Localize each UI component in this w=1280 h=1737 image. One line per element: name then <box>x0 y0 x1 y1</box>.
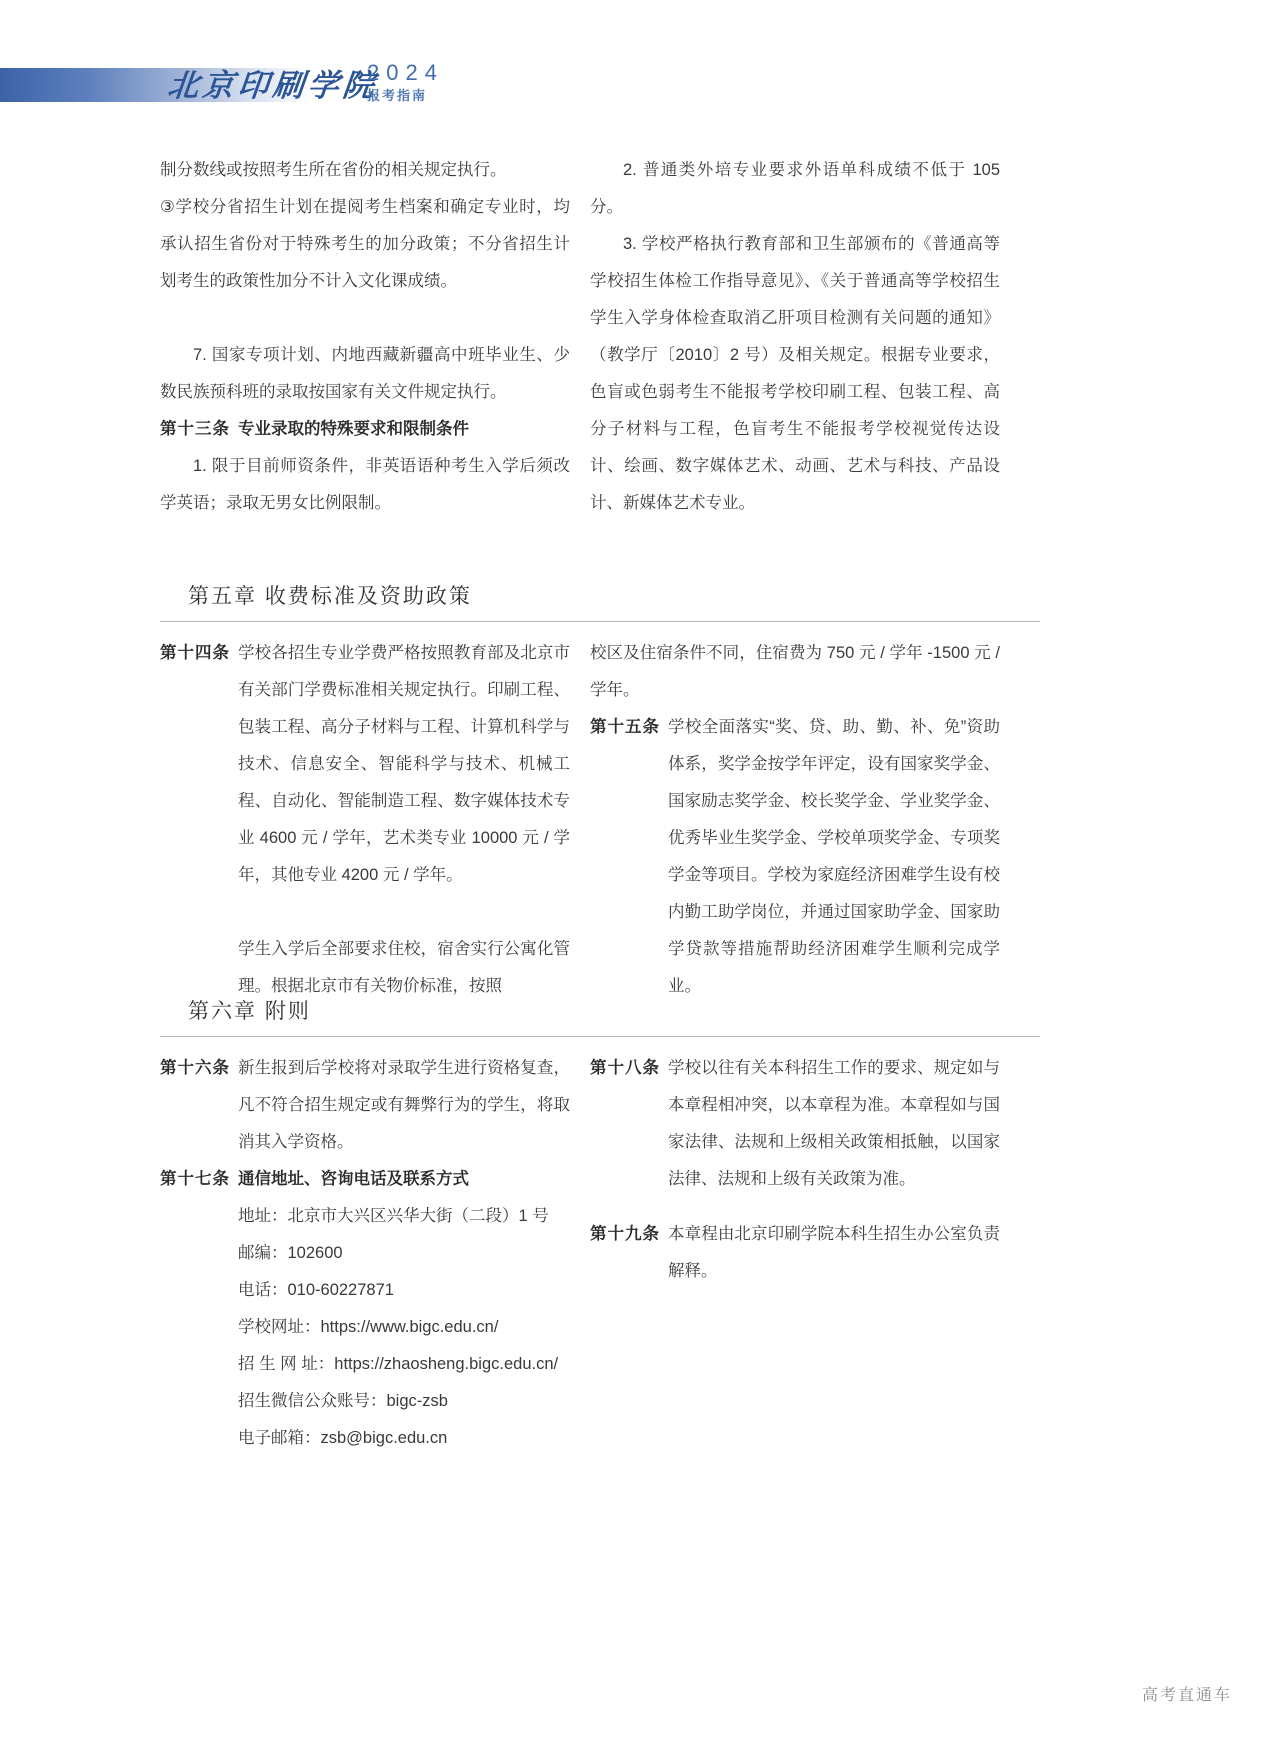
article-14-label: 第十四条 <box>160 644 230 662</box>
contact-admissions-site <box>160 1346 570 1383</box>
contact-wechat-value: bigc-zsb <box>386 1392 448 1410</box>
chapter-5-heading <box>160 580 1040 622</box>
chapter-6-title: 第六章 附则 <box>188 1000 311 1023</box>
article-19 <box>590 1216 1000 1290</box>
article-15-text: 学校全面落实“奖、贷、助、勤、补、免”资助体系，奖学金按学年评定，设有国家奖学金、国家励志奖学金、校长奖学金、学业奖学金、优秀毕业生奖学金、学校单项奖学金、专项奖学金等项目。学校为家庭经济困难学生设有校内勤工助学岗位，并通过国家助学金、国家助学贷款等措施帮助经济困难学生顺利完成学业。 <box>668 718 1000 995</box>
chapter-6-rule <box>160 1036 1040 1037</box>
paragraph-item-3-right: 3. 学校严格执行教育部和卫生部颁布的《普通高等学校招生体检工作指导意见》、《关于普通高等学校招生学生入学身体检查取消乙肝项目检测有关问题的通知》（教学厅〔2010〕2 号）及相关规定。根据专业要求，色盲或色弱考生不能报考学校印刷工程、包装工程、高分子材料与工程，色盲考生不能报考学校视觉传达设计、绘画、数字媒体艺术、动画、艺术与科技、产品设计、新媒体艺术专业。 <box>590 235 1000 512</box>
article-18-label: 第十八条 <box>590 1059 660 1077</box>
guide-year: 2024 <box>367 60 444 85</box>
guide-subtitle: 报考指南 <box>367 88 428 103</box>
article-18-text: 学校以往有关本科招生工作的要求、规定如与本章程相冲突，以本章程为准。本章程如与国家法律、法规和上级相关政策相抵触，以国家法律、法规和上级有关政策为准。 <box>668 1059 1000 1188</box>
contact-wechat-label: 招生微信公众账号： <box>238 1392 387 1410</box>
article-16-text: 新生报到后学校将对录取学生进行资格复查，凡不符合招生规定或有舞弊行为的学生，将取消其入学资格。 <box>238 1059 570 1151</box>
contact-email-value[interactable]: zsb@bigc.edu.cn <box>320 1429 448 1447</box>
article-13-item-1: 1. 限于目前师资条件，非英语语种考生入学后须改学英语；录取无男女比例限制。 <box>160 457 570 512</box>
contact-phone-value: 010-60227871 <box>287 1281 394 1299</box>
guide-badge <box>367 62 444 102</box>
article-15 <box>590 709 1000 1005</box>
chapter-6-heading <box>160 995 1040 1037</box>
contact-address-value: 北京市大兴区兴华大街（二段）1 号 <box>287 1207 549 1225</box>
chapter-5-rule <box>160 621 1040 622</box>
article-14-text: 学校各招生专业学费严格按照教育部及北京市有关部门学费标准相关规定执行。印刷工程、包装工程、高分子材料与工程、计算机科学与技术、信息安全、智能科学与技术、机械工程、自动化、智能制造工程、数字媒体技术专业 4600 元 / 学年，艺术类专业 10000 元 / 学年，其他专业 4200 元 / 学年。 <box>238 644 570 884</box>
article-17-label: 第十七条 <box>160 1170 230 1188</box>
article-17 <box>160 1161 570 1198</box>
article-gap <box>590 1198 1000 1216</box>
article-17-title: 通信地址、咨询电话及联系方式 <box>238 1170 469 1188</box>
chapter-6-left-column <box>160 1050 570 1457</box>
chapter-6-right-column <box>590 1050 1000 1290</box>
article-13-title: 专业录取的特殊要求和限制条件 <box>238 420 469 438</box>
contact-postcode-value: 102600 <box>287 1244 343 1262</box>
paragraph-item-7: 7. 国家专项计划、内地西藏新疆高中班毕业生、少数民族预科班的录取按国家有关文件规定执行。 <box>160 346 570 401</box>
contact-phone-label: 电话： <box>238 1281 288 1299</box>
top-right-column <box>590 152 1000 522</box>
contact-email-label: 电子邮箱： <box>238 1429 321 1447</box>
paragraph-item-2: 2. 普通类外培专业要求外语单科成绩不低于 105 分。 <box>590 161 1000 216</box>
contact-website <box>160 1309 570 1346</box>
chapter-5-title: 第五章 收费标准及资助政策 <box>188 585 472 608</box>
article-19-label: 第十九条 <box>590 1225 660 1243</box>
article-13-label: 第十三条 <box>160 420 230 438</box>
article-13 <box>160 411 570 448</box>
watermark: 高考直通车 <box>1141 1687 1232 1704</box>
contact-wechat <box>160 1383 570 1420</box>
chapter-5-left-column <box>160 635 570 1005</box>
paragraph-spacer <box>160 300 570 337</box>
page-header <box>0 30 1280 104</box>
paragraph-continuation: 制分数线或按照考生所在省份的相关规定执行。 <box>160 161 507 179</box>
article-19-text: 本章程由北京印刷学院本科生招生办公室负责解释。 <box>668 1225 1000 1280</box>
top-left-column <box>160 152 570 522</box>
article-14-continuation: 校区及住宿条件不同，住宿费为 750 元 / 学年 -1500 元 / 学年。 <box>590 644 1000 699</box>
article-14-text2: 学生入学后全部要求住校，宿舍实行公寓化管理。根据北京市有关物价标准，按照 <box>238 940 570 995</box>
article-14 <box>160 635 570 894</box>
contact-admissions-value[interactable]: https://zhaosheng.bigc.edu.cn/ <box>334 1355 559 1373</box>
contact-address <box>160 1198 570 1235</box>
contact-address-label: 地址： <box>238 1207 288 1225</box>
contact-postcode-label: 邮编： <box>238 1244 288 1262</box>
article-14-spacer <box>160 894 570 931</box>
contact-email <box>160 1420 570 1457</box>
contact-website-label: 学校网址： <box>238 1318 321 1336</box>
contact-admissions-label: 招 生 网 址： <box>238 1355 335 1373</box>
article-16-label: 第十六条 <box>160 1059 230 1077</box>
chapter-5-right-column <box>590 635 1000 1005</box>
article-18 <box>590 1050 1000 1198</box>
university-logo-text: 北京印刷学院 <box>165 68 380 104</box>
contact-phone <box>160 1272 570 1309</box>
contact-website-value[interactable]: https://www.bigc.edu.cn/ <box>320 1318 499 1336</box>
paragraph-item-3: ③学校分省招生计划在提阅考生档案和确定专业时，均承认招生省份对于特殊考生的加分政策；不分省招生计划考生的政策性加分不计入文化课成绩。 <box>160 198 570 290</box>
contact-postcode <box>160 1235 570 1272</box>
article-16 <box>160 1050 570 1161</box>
article-15-label: 第十五条 <box>590 718 660 736</box>
